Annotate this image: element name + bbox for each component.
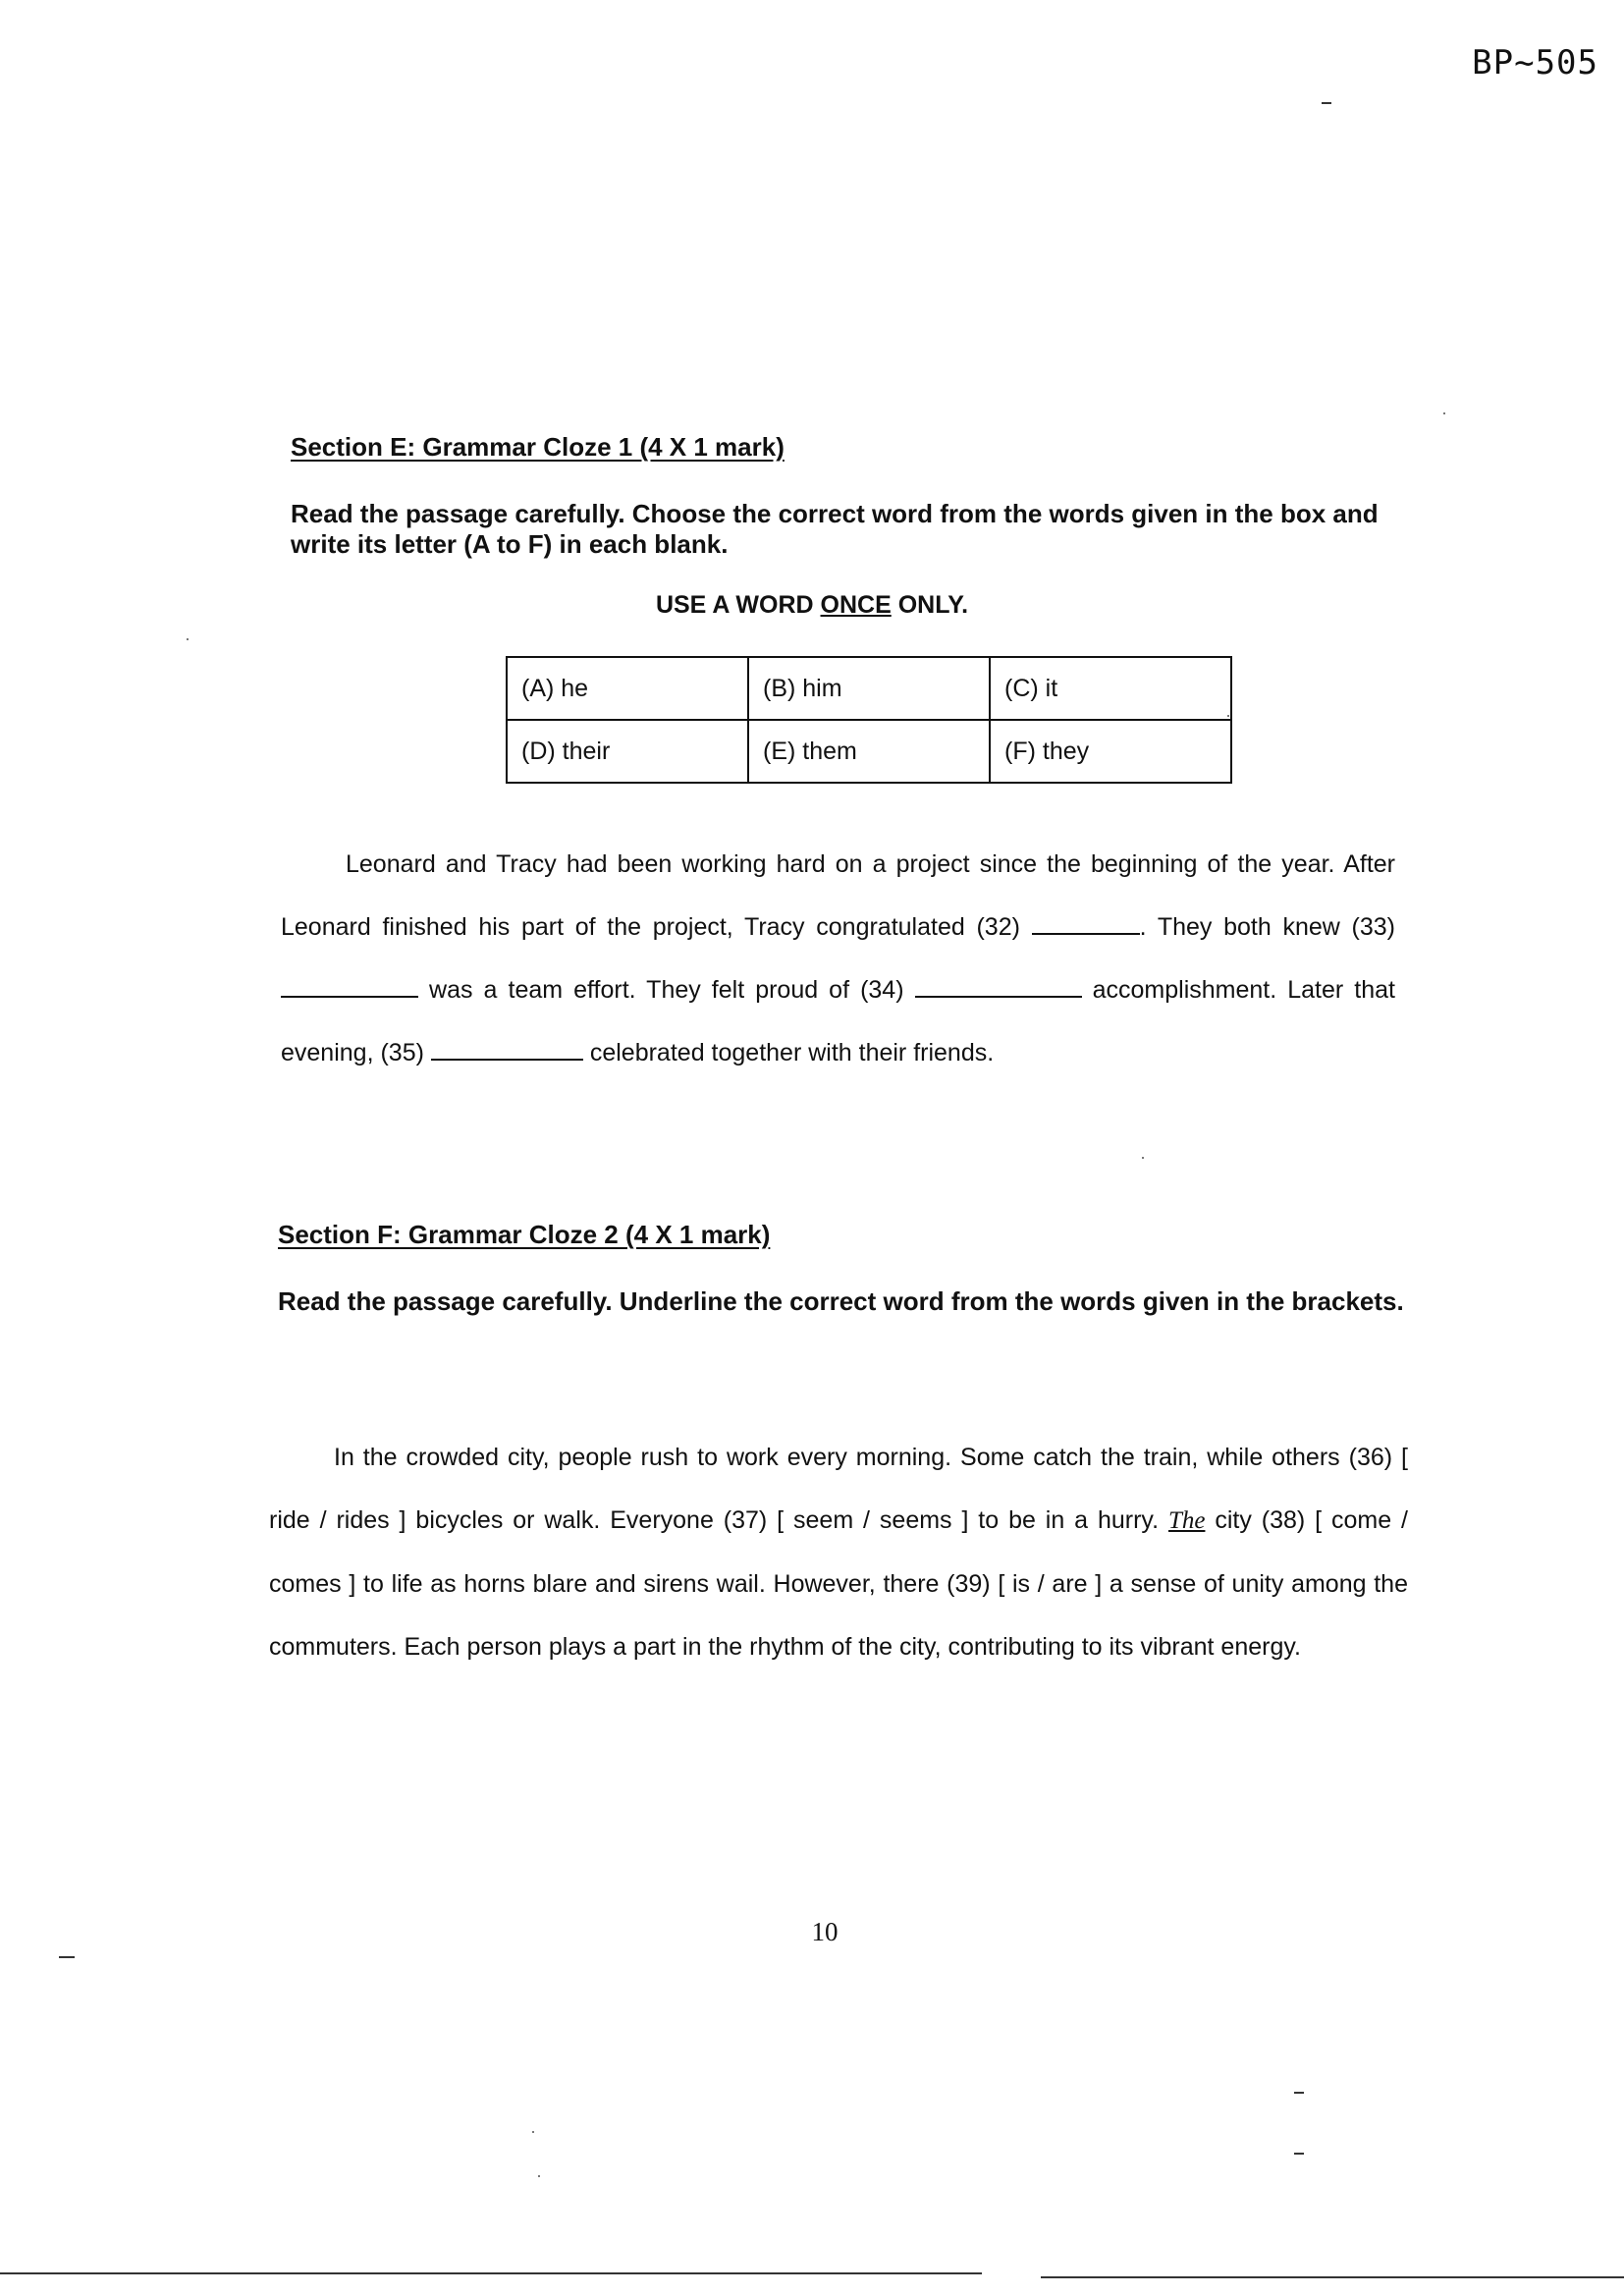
- scan-mark: [1294, 2092, 1304, 2094]
- handwritten-answer: The: [1167, 1507, 1206, 1534]
- option-c: (C) it: [990, 657, 1231, 720]
- options-row: [507, 657, 1231, 720]
- passage-text: . They both knew (33): [1139, 913, 1395, 941]
- scan-mark: [538, 2175, 540, 2177]
- option-a: (A) he: [507, 657, 748, 720]
- scan-edge-line: [1041, 2276, 1624, 2278]
- scan-mark: [59, 1956, 75, 1958]
- passage-text: city (38) [ come / comes ] to life as horns blare and sirens wail. However, there (39) [ is / are ] a sense of unity among the commuters. Each person plays a part in the rhythm of the city, contributing to its vibrant energy.: [269, 1506, 1408, 1661]
- blank-33[interactable]: [281, 978, 418, 998]
- document-code: BP~505: [1472, 43, 1598, 82]
- use-once-note: [0, 591, 1624, 620]
- option-d: (D) their: [507, 720, 748, 783]
- blank-35[interactable]: [431, 1041, 583, 1061]
- passage-text: accomplishment. Later that evening, (35): [281, 976, 1395, 1066]
- scan-mark: [187, 638, 189, 640]
- note-suffix: ONLY.: [891, 591, 969, 619]
- option-e: (E) them: [748, 720, 990, 783]
- passage-text: In the crowded city, people rush to work every morning. Some catch the train, while others (36) [ ride / rides ] bicycles or walk. Everyone (37) [ seem / seems ] to be in a hurry.: [269, 1444, 1408, 1534]
- note-prefix: USE A WORD: [655, 591, 821, 619]
- scan-mark: [1142, 1157, 1144, 1159]
- passage-text: Leonard and Tracy had been working hard on a project since the beginning of the year. After Leonard finished his part of the project, Tracy congratulated (32): [281, 850, 1395, 941]
- section-f-passage: [269, 1426, 1408, 1678]
- scan-mark: [1227, 715, 1229, 717]
- page-number: 10: [811, 1917, 839, 1946]
- scan-mark: [1322, 102, 1331, 104]
- scan-mark: [532, 2131, 534, 2133]
- passage-text: celebrated together with their friends.: [589, 1039, 995, 1066]
- passage-text: was a team effort. They felt proud of (34): [429, 976, 904, 1004]
- scan-mark: [1294, 2153, 1304, 2155]
- section-e-passage: [281, 833, 1395, 1084]
- scan-edge-line: [0, 2272, 982, 2274]
- section-f-heading: Section F: Grammar Cloze 2 (4 X 1 mark): [278, 1220, 771, 1249]
- blank-34[interactable]: [915, 978, 1082, 998]
- options-row: [507, 720, 1231, 783]
- option-b: (B) him: [748, 657, 990, 720]
- scan-mark: [1443, 412, 1445, 414]
- blank-32[interactable]: [1032, 915, 1140, 935]
- word-options-box: [506, 656, 1232, 784]
- section-e-heading: Section E: Grammar Cloze 1 (4 X 1 mark): [291, 432, 785, 462]
- section-f-instruction: Read the passage carefully. Underline the correct word from the words given in the brackets.: [278, 1286, 1404, 1316]
- note-emphasis: ONCE: [820, 591, 892, 619]
- section-e-instruction: Read the passage carefully. Choose the correct word from the words given in the box and write its letter (A to F) in each blank.: [291, 499, 1379, 559]
- option-f: (F) they: [990, 720, 1231, 783]
